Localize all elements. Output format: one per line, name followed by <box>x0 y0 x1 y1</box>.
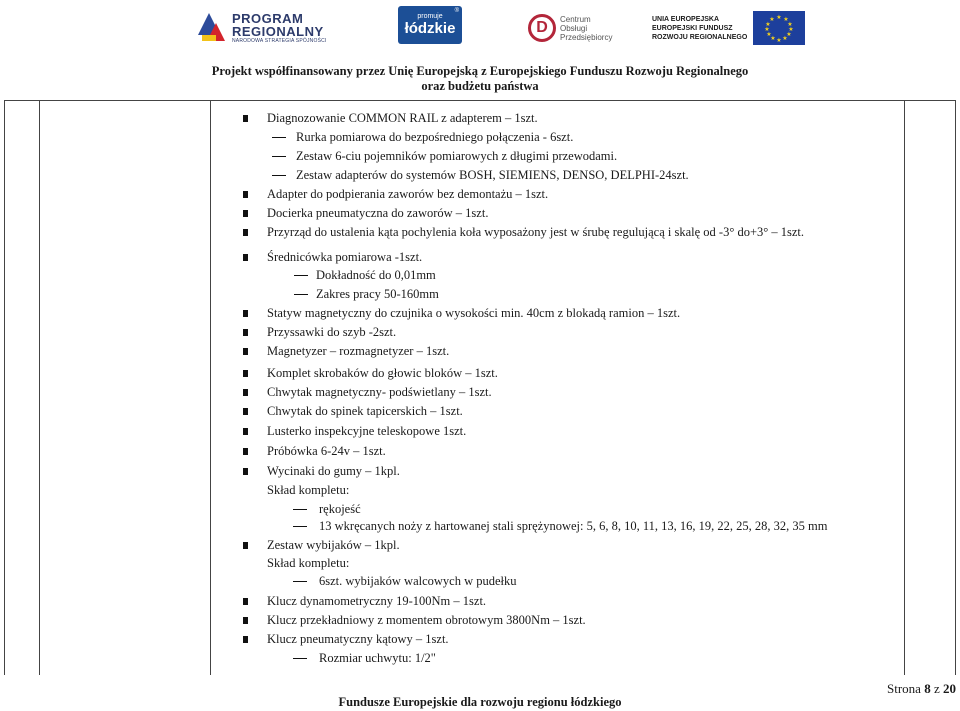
eu-logo-line3: ROZWOJU REGIONALNEGO <box>652 33 748 41</box>
list-item: Zestaw 6-ciu pojemników pomiarowych z długimi przewodami. <box>296 149 618 163</box>
dash-marker <box>293 509 307 510</box>
list-item: Komplet skrobaków do głowic bloków – 1szt. <box>267 366 498 380</box>
bullet-marker <box>243 310 248 317</box>
centrum-logo-line1: Centrum <box>560 14 591 24</box>
program-logo-line1: PROGRAM <box>232 10 304 26</box>
dash-marker <box>272 156 286 157</box>
bullet-marker <box>243 329 248 336</box>
header-logos <box>0 0 960 60</box>
list-item: Klucz dynamometryczny 19-100Nm – 1szt. <box>267 594 487 608</box>
bullet-marker <box>243 191 248 198</box>
bullet-marker <box>243 254 248 261</box>
eu-flag-icon: ★ ★ ★ ★ ★ ★ ★ ★ ★ ★ ★ ★ <box>753 11 805 45</box>
bullet-marker <box>243 115 248 122</box>
list-item: Docierka pneumatyczna do zaworów – 1szt. <box>267 206 489 220</box>
page-current: 8 <box>924 681 931 696</box>
registered-mark: ® <box>454 8 459 14</box>
list-item: Rozmiar uchwytu: 1/2" <box>319 651 436 665</box>
program-regionalny-logo <box>198 4 327 52</box>
page-number <box>887 681 956 697</box>
bullet-marker <box>243 617 248 624</box>
list-item: Diagnozowanie COMMON RAIL z adapterem – 1szt. <box>267 111 538 125</box>
list-item: Próbówka 6-24v – 1szt. <box>267 444 386 458</box>
bullet-marker <box>243 229 248 236</box>
list-item: Chwytak magnetyczny- podświetlany – 1szt. <box>267 385 492 399</box>
bullet-marker <box>243 348 248 355</box>
project-cofinancing-line2: oraz budżetu państwa <box>421 79 539 93</box>
centrum-emblem-icon: D <box>528 14 556 42</box>
list-item: Zakres pracy 50-160mm <box>316 287 439 301</box>
program-logo-line3: NARODOWA STRATEGIA SPÓJNOŚCI <box>232 37 327 44</box>
bullet-marker <box>243 428 248 435</box>
list-item: Przyssawki do szyb -2szt. <box>267 325 397 339</box>
dash-marker <box>272 137 286 138</box>
list-item: Średnicówka pomiarowa -1szt. <box>267 250 423 264</box>
list-item: Chwytak do spinek tapicerskich – 1szt. <box>267 404 463 418</box>
bullet-marker <box>243 370 248 377</box>
list-item: rękojeść <box>319 502 361 516</box>
program-logo-line2: REGIONALNY <box>232 23 324 39</box>
list-item: Statyw magnetyczny do czujnika o wysokości min. 40cm z blokadą ramion – 1szt. <box>267 306 681 320</box>
bullet-marker <box>243 598 248 605</box>
program-regionalny-emblem-icon <box>198 9 228 47</box>
bullet-marker <box>243 408 248 415</box>
centrum-obslugi-logo <box>528 4 612 52</box>
table-column-divider <box>904 101 905 675</box>
list-item: 13 wkręcanych noży z hartowanej stali sprężynowej: 5, 6, 8, 10, 11, 13, 16, 19, 22, 25, 28, 32, 35 mm <box>319 519 828 533</box>
list-item: Zestaw adapterów do systemów BOSH, SIEMIENS, DENSO, DELPHI-24szt. <box>296 168 689 182</box>
centrum-logo-line3: Przedsiębiorcy <box>560 32 613 42</box>
eu-logo-line2: EUROPEJSKI FUNDUSZ <box>652 24 733 32</box>
eu-logo-line1: UNIA EUROPEJSKA <box>652 15 720 23</box>
table-column-divider <box>39 101 40 675</box>
list-item: Klucz pneumatyczny kątowy – 1szt. <box>267 632 449 646</box>
list-item: Magnetyzer – rozmagnetyzer – 1szt. <box>267 344 450 358</box>
lodzkie-logo-line1: promuje <box>417 13 443 20</box>
list-item: Rurka pomiarowa do bezpośredniego połączenia - 6szt. <box>296 130 574 144</box>
dash-marker <box>272 175 286 176</box>
bullet-marker <box>243 542 248 549</box>
page-total: 20 <box>943 681 956 696</box>
centrum-logo-line2: Obsługi <box>560 23 588 33</box>
dash-marker <box>293 658 307 659</box>
bullet-marker <box>243 210 248 217</box>
list-item: Dokładność do 0,01mm <box>316 268 436 282</box>
list-subheading: Skład kompletu: <box>267 556 350 570</box>
list-item: 6szt. wybijaków walcowych w pudełku <box>319 574 517 588</box>
project-cofinancing-line1: Projekt współfinansowany przez Unię Europejską z Europejskiego Funduszu Rozwoju Regionalnego <box>211 64 749 78</box>
page-label: Strona <box>887 681 921 696</box>
promuje-lodzkie-logo <box>398 6 462 44</box>
list-item: Wycinaki do gumy – 1kpl. <box>267 464 400 478</box>
list-item: Lusterko inspekcyjne teleskopowe 1szt. <box>267 424 467 438</box>
bullet-marker <box>243 636 248 643</box>
bullet-marker <box>243 448 248 455</box>
table-column-divider <box>210 101 211 675</box>
footer-funding-text: Fundusze Europejskie dla rozwoju regionu łódzkiego <box>338 695 622 709</box>
list-item: Przyrząd do ustalenia kąta pochylenia koła wyposażony jest w śrubę regulującą i skalę od -3° do+3° – 1szt. <box>267 225 805 239</box>
dash-marker <box>293 581 307 582</box>
eu-logo <box>652 4 805 52</box>
lodzkie-logo-line2: łódzkie <box>404 20 456 37</box>
dash-marker <box>293 526 307 527</box>
list-subheading: Skład kompletu: <box>267 483 350 497</box>
dash-marker <box>294 294 308 295</box>
list-item: Adapter do podpierania zaworów bez demontażu – 1szt. <box>267 187 549 201</box>
bullet-marker <box>243 389 248 396</box>
list-item: Klucz przekładniowy z momentem obrotowym 3800Nm – 1szt. <box>267 613 586 627</box>
page-of: z <box>933 681 940 696</box>
list-item: Zestaw wybijaków – 1kpl. <box>267 538 400 552</box>
dash-marker <box>294 275 308 276</box>
bullet-marker <box>243 468 248 475</box>
